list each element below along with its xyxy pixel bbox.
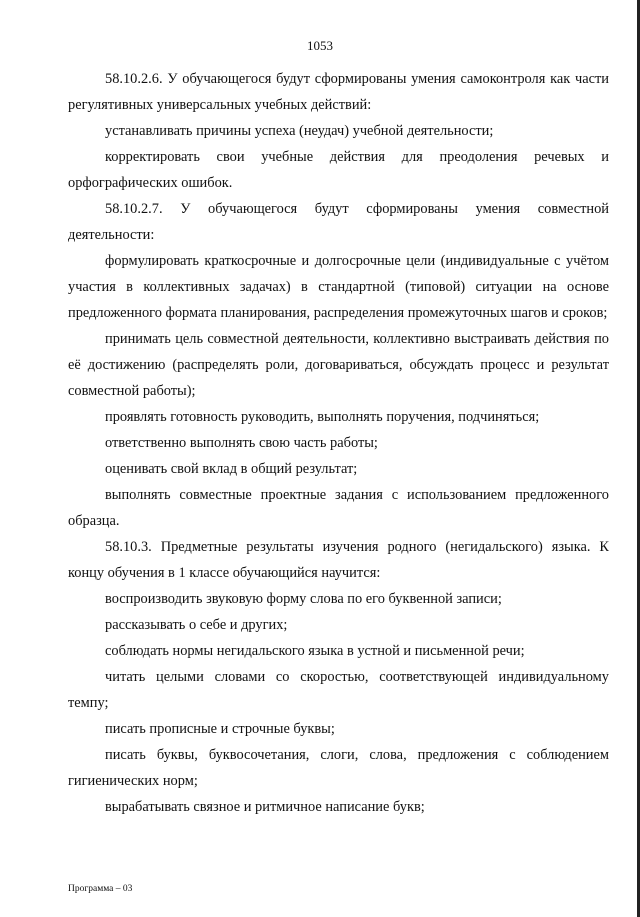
list-item: устанавливать причины успеха (неудач) учебной деятельности;	[105, 123, 494, 139]
list-item: корректировать свои учебные действия для преодоления речевых и орфографических ошибок.	[68, 149, 609, 191]
paragraph-58-10-3: 58.10.3. Предметные результаты изучения родного (негидальского) языка. К концу обучения в 1 классе обучающийся научится:	[68, 539, 609, 581]
list-item: вырабатывать связное и ритмичное написание букв;	[105, 799, 425, 815]
list-item: принимать цель совместной деятельности, коллективно выстраивать действия по её достижению (распределять роли, договариваться, обсуждать процесс и результат совместной работы);	[68, 331, 609, 399]
list-item: писать буквы, буквосочетания, слоги, слова, предложения с соблюдением гигиенических норм;	[68, 747, 609, 789]
list-item: писать прописные и строчные буквы;	[105, 721, 335, 737]
page-number: 1053	[307, 38, 333, 53]
list-item: проявлять готовность руководить, выполнять поручения, подчиняться;	[105, 409, 540, 425]
list-item: читать целыми словами со скоростью, соответствующей индивидуальному темпу;	[68, 669, 609, 711]
list-item: формулировать краткосрочные и долгосрочные цели (индивидуальные с учётом участия в коллективных задачах) в стандартной (типовой) ситуации на основе предложенного формата планирования, распределения промежуточных шагов и сроков;	[68, 253, 609, 321]
list-item: воспроизводить звуковую форму слова по его буквенной записи;	[105, 591, 502, 607]
list-item: выполнять совместные проектные задания с использованием предложенного образца.	[68, 487, 609, 529]
document-body	[68, 66, 609, 820]
page-footer: Программа – 03	[68, 884, 133, 894]
list-item: соблюдать нормы негидальского языка в устной и письменной речи;	[105, 643, 525, 659]
list-item: оценивать свой вклад в общий результат;	[105, 461, 358, 477]
list-item: рассказывать о себе и других;	[105, 617, 288, 633]
list-item: ответственно выполнять свою часть работы;	[105, 435, 378, 451]
paragraph-58-10-2-7: 58.10.2.7. У обучающегося будут сформированы умения совместной деятельности:	[68, 201, 609, 243]
paragraph-58-10-2-6: 58.10.2.6. У обучающегося будут сформированы умения самоконтроля как части регулятивных универсальных учебных действий:	[68, 71, 609, 113]
